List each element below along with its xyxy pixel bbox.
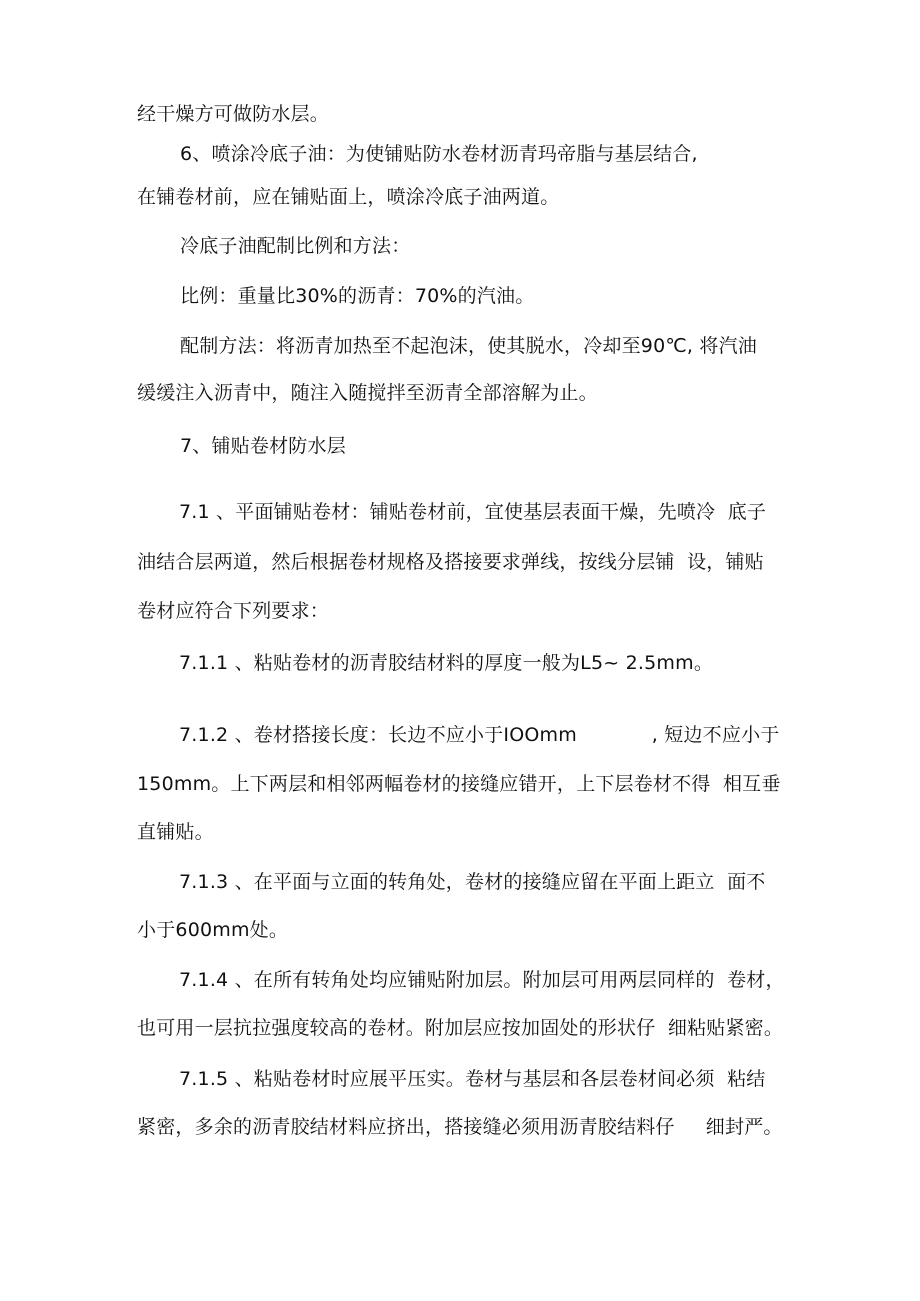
text-line-10: 油结合层两道，然后根据卷材规格及搭接要求弹线，按线分层铺 设，铺贴 xyxy=(137,551,764,573)
text-line-6: 配制方法：将沥青加热至不起泡沫，使其脱水，冷却至90℃, 将汽油 xyxy=(180,335,757,357)
text-line-20: 7.1.5 、粘贴卷材时应展平压实。卷材与基层和各层卷材间必须 粘结 xyxy=(179,1068,766,1090)
text-line-7: 缓缓注入沥青中，随注入随搅拌至沥青全部溶解为止。 xyxy=(137,382,598,404)
text-line-19: 也可用一层抗拉强度较高的卷材。附加层应按加固处的形状仔 细粘贴紧密。 xyxy=(137,1017,784,1039)
text-line-15: 直铺贴。 xyxy=(137,821,214,843)
text-line-5: 比例：重量比30%的沥青：70%的汽油。 xyxy=(180,285,535,307)
text-line-12: 7.1.1 、粘贴卷材的沥青胶结材料的厚度一般为L5~ 2.5mm。 xyxy=(179,652,714,674)
text-line-8: 7、铺贴卷材防水层 xyxy=(180,435,346,457)
text-line-9: 7.1 、平面铺贴卷材：铺贴卷材前，宜使基层表面干燥，先喷冷 底子 xyxy=(179,501,767,523)
text-line-21: 紧密，多余的沥青胶结材料应挤出，搭接缝必须用沥青胶结料仔 细封严。 xyxy=(137,1116,783,1138)
text-line-14: 150mm。上下两层和相邻两幅卷材的接缝应错开，上下层卷材不得 相互垂 xyxy=(137,773,781,795)
text-line-16: 7.1.3 、在平面与立面的转角处，卷材的接缝应留在平面上距立 面不 xyxy=(179,871,766,893)
text-line-17: 小于600mm处。 xyxy=(137,919,289,941)
text-line-3: 在铺卷材前，应在铺贴面上，喷涂冷底子油两道。 xyxy=(137,186,560,208)
text-line-1: 经干燥方可做防水层。 xyxy=(137,103,330,125)
text-line-13: 7.1.2 、卷材搭接长度：长边不应小于IOOmm , 短边不应小于 xyxy=(179,724,780,746)
text-line-2: 6、喷涂冷底子油：为使铺贴防水卷材沥青玛帝脂与基层结合, xyxy=(180,143,698,165)
text-line-11: 卷材应符合下列要求： xyxy=(137,600,330,622)
text-line-18: 7.1.4 、在所有转角处均应铺贴附加层。附加层可用两层同样的 卷材， xyxy=(179,969,785,991)
text-line-4: 冷底子油配制比例和方法： xyxy=(180,235,411,257)
